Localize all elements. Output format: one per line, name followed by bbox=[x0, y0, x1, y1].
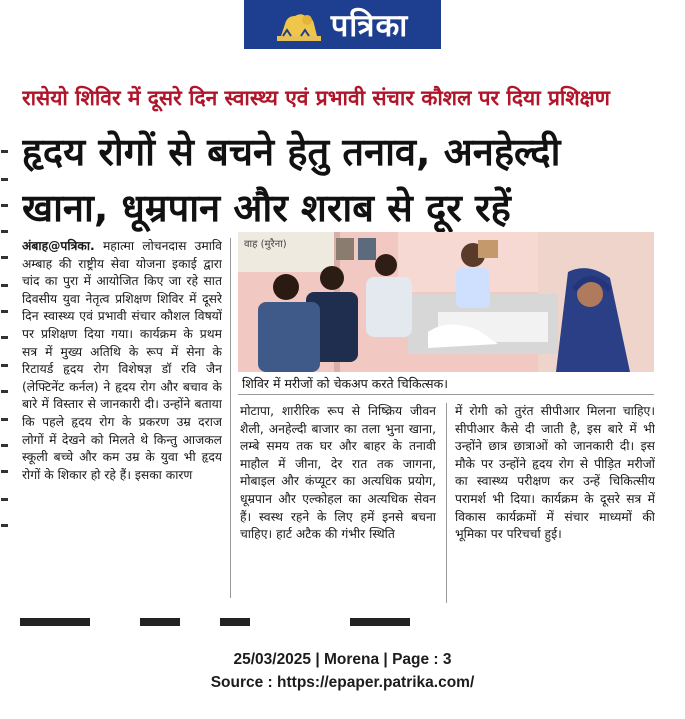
footer-source-line: Source : https://epaper.patrika.com/ bbox=[210, 674, 475, 691]
next-article-fragment bbox=[20, 612, 660, 626]
headline-line-1: हृदय रोगों से बचने हेतु तनाव, अनहेल्दी bbox=[22, 130, 561, 174]
footer-date-line: 25/03/2025 | Morena | Page : 3 bbox=[233, 651, 452, 668]
lion-emblem-icon bbox=[277, 8, 321, 42]
article-column-1 bbox=[22, 238, 222, 598]
column-divider-2 bbox=[446, 403, 447, 603]
dateline: अंबाह@पत्रिका. bbox=[22, 239, 95, 253]
article-headline bbox=[22, 124, 672, 236]
photo-scene bbox=[238, 232, 654, 372]
column-divider bbox=[230, 238, 231, 598]
article-column-3: में रोगी को तुरंत सीपीआर मिलना चाहिए। सीपीआर कैसे दी जाती है, इस बारे में भी उन्होंने छात्र छात्राओं को जानकारी दी। इस मौके पर उन्होंने हृदय रोग से पीड़ित मरीजों का स्वास्थ्य परीक्षण कर उन्हें चिकित्सीय परामर्श भी दिया। कार्यक्रम के दूसरे सत्र में विकास कार्यक्रमों में संचार माध्यमों की भूमिका पर परिचर्चा हुई। bbox=[455, 404, 655, 542]
column-1-text: महात्मा लोचनदास उमावि अम्बाह की राष्ट्रीय सेवा योजना इकाई द्वारा चांद का पुरा में आयोजित किए जा रहे सात दिवसीय युवा नेतृत्व प्रशिक्षण शिविर में दूसरे दिन स्वास्थ्य एवं प्रभावी संचार कौशल विषयों पर प्रशिक्षण दिया गया। कार्यक्रम के प्रथम सत्र में मुख्य अतिथि के रूप में सेना के रिटायर्ड हृदय रोग विशेषज्ञ डॉ रवि जैन (लेफ्टिनेंट कर्नल) ने हृदय रोग और बचाव के बारे में विस्तार से जानकारी दी। उन्होंने बताया कि पहले हृदय रोग के प्रकरण उम्र दराज लोगों में देखने को मिलते थे किन्तु आजकल स्कूली बच्चे और कम उम्र के युवा भी हृदय रोगों के शिकार हो रहे हैं। इसका कारण bbox=[22, 239, 222, 482]
headline-line-2: खाना, धूम्रपान और शराब से दूर रहें bbox=[22, 186, 511, 230]
photo-sign-text: वाह (मुरैना) bbox=[244, 239, 287, 250]
source-footer bbox=[0, 648, 685, 694]
left-edge-fragment bbox=[0, 150, 10, 620]
photo-caption: शिविर में मरीजों को चेकअप करते चिकित्सक। bbox=[238, 373, 654, 395]
article-photo bbox=[238, 232, 654, 372]
article-kicker: रासेयो शिविर में दूसरे दिन स्वास्थ्य एवं प्रभावी संचार कौशल पर दिया प्रशिक्षण bbox=[22, 86, 610, 110]
brand-name: पत्रिका bbox=[330, 7, 409, 44]
masthead-logo bbox=[244, 0, 441, 49]
article-column-2: मोटापा, शारीरिक रूप से निष्क्रिय जीवन शैली, अनहेल्दी बाजार का तला भुना खाना, लम्बे समय तक घर और बाहर के तनावी माहौल में जीना, देर रात तक जागना, मोबाइल और कंप्यूटर का अत्यधिक प्रयोग, धूम्रपान और एल्कोहल का अत्यधिक सेवन हैं। स्वस्थ रहने के लिए हमें इनसे बचना चाहिए। हार्ट अटैक की गंभीर स्थिति bbox=[240, 404, 436, 542]
